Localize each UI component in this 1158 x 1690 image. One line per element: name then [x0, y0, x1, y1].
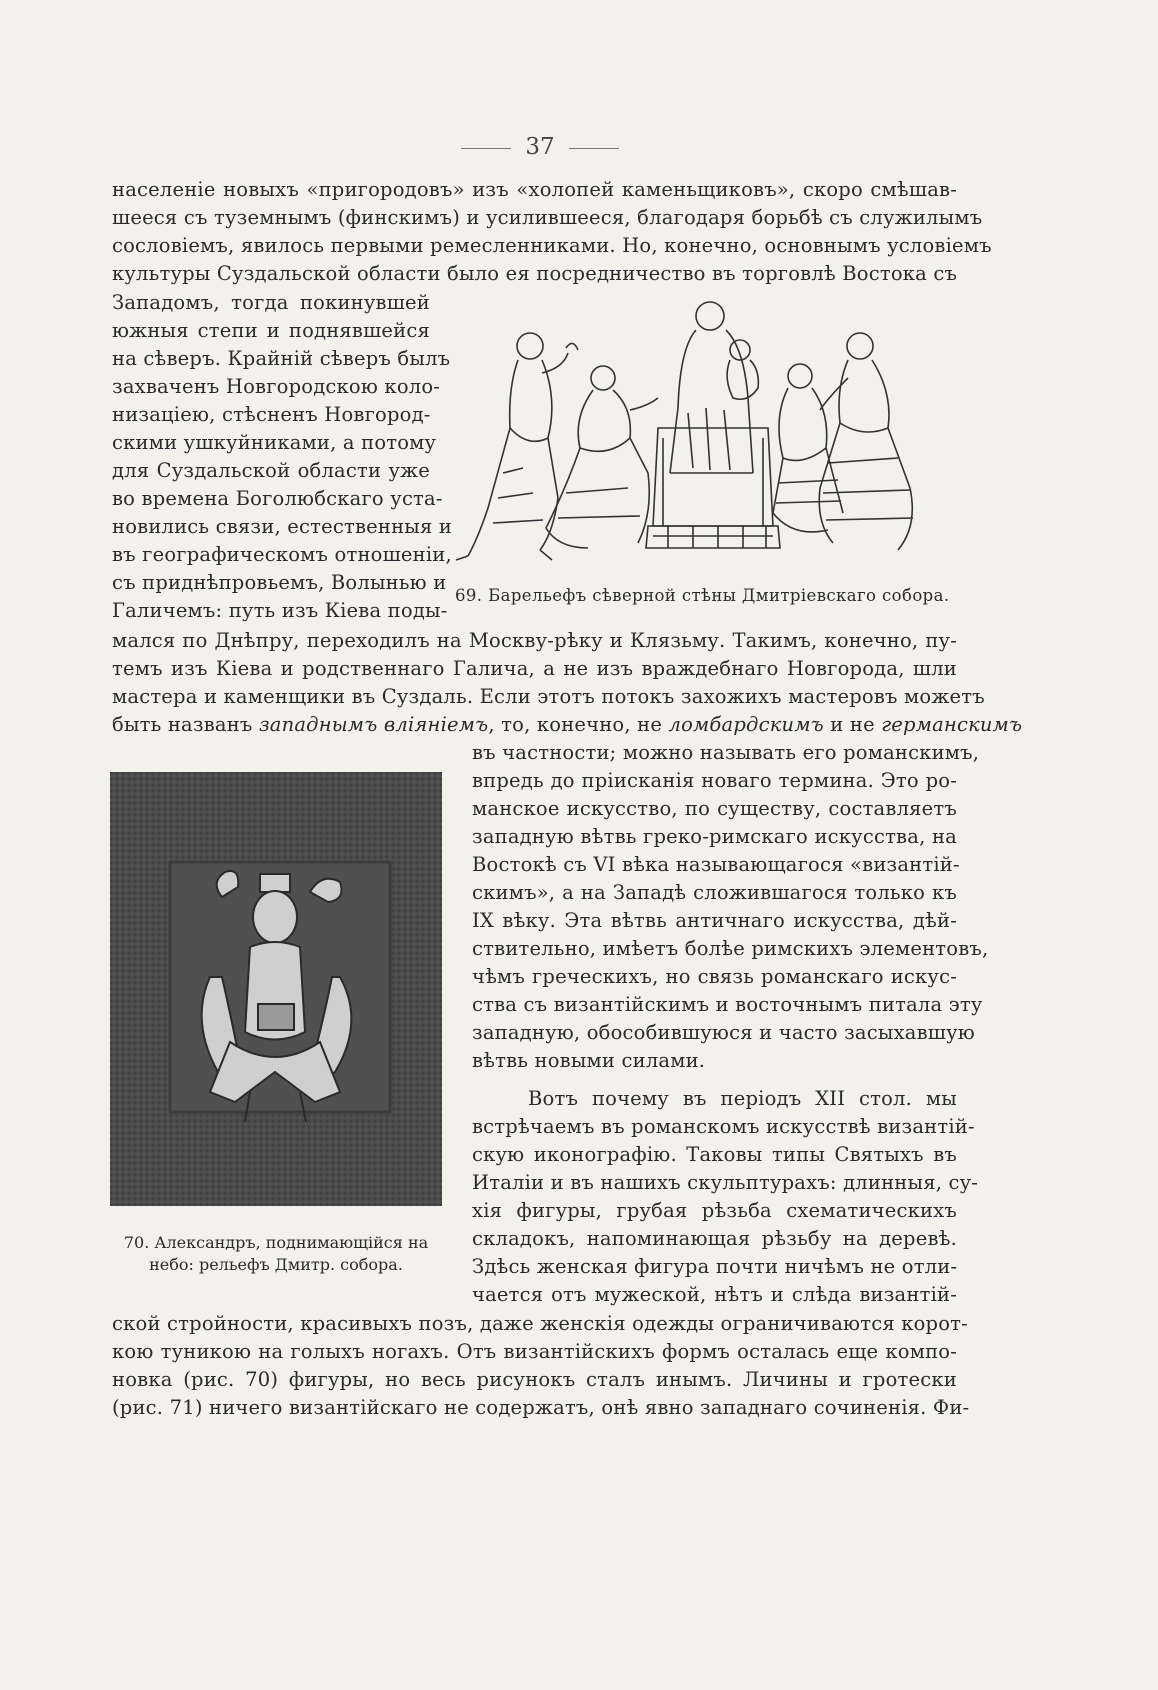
text-line: въ частности; можно называть его романскимъ, [472, 741, 980, 764]
text-line: ствительно, имѣетъ болѣе римскихъ элементовъ, [472, 937, 989, 960]
text-line: мастера и каменщики въ Суздаль. Если этотъ потокъ захожихъ мастеровъ можетъ [112, 685, 985, 708]
text-line: складокъ, напоминающая рѣзьбу на деревѣ. [472, 1227, 957, 1250]
text-line: чается отъ мужеской, нѣтъ и слѣда византій- [472, 1283, 957, 1306]
figure-69-caption: 69. Барельефъ сѣверной стѣны Дмитріевскаго собора. [455, 586, 950, 605]
text-line: населеніе новыхъ «пригородовъ» изъ «холопей каменьщиковъ», скоро смѣшав- [112, 178, 957, 201]
text-line: скими ушкуйниками, а потому [112, 431, 437, 454]
text-line: быть названъ западнымъ вліяніемъ, то, конечно, не ломбардскимъ и не германскимъ [112, 713, 1023, 736]
text-line: IX вѣку. Эта вѣтвь античнаго искусства, дѣй- [472, 909, 957, 932]
text-line: сословіемъ, явилось первыми ремесленниками. Но, конечно, основнымъ условіемъ [112, 234, 992, 257]
text-line: южныя степи и поднявшейся [112, 319, 430, 342]
text-line: хія фигуры, грубая рѣзьба схематическихъ [472, 1199, 957, 1222]
text-line: ства съ византійскимъ и восточнымъ питала эту [472, 993, 983, 1016]
text-line: темъ изъ Кіева и родственнаго Галича, а не изъ враждебнаго Новгорода, шли [112, 657, 957, 680]
text-line: вѣтвь новыми силами. [472, 1049, 706, 1072]
text-line: ской стройности, красивыхъ позъ, даже женскія одежды ограничиваются корот- [112, 1312, 968, 1335]
text-line: Италіи и въ нашихъ скульптурахъ: длинныя, су- [472, 1171, 979, 1194]
page-number: 37 [440, 134, 640, 160]
text-line: на сѣверъ. Крайній сѣверъ былъ [112, 347, 451, 370]
text-line: шееся съ туземнымъ (финскимъ) и усилившееся, благодаря борьбѣ съ служилымъ [112, 206, 983, 229]
text-line: захваченъ Новгородскою коло- [112, 375, 441, 398]
text-line: встрѣчаемъ въ романскомъ искусствѣ византій- [472, 1115, 975, 1138]
text-line: Вотъ почему въ періодъ XII стол. мы [528, 1087, 957, 1110]
text-line: Здѣсь женская фигура почти ничѣмъ не отли- [472, 1255, 958, 1278]
text-line: кою туникою на голыхъ ногахъ. Отъ византійскихъ формъ осталась еще компо- [112, 1340, 957, 1363]
text-line: манское искусство, по существу, составляетъ [472, 797, 957, 820]
text-line: во времена Боголюбскаго уста- [112, 487, 443, 510]
figure-70-caption: 70. Александръ, поднимающійся на небо: рельефъ Дмитр. собора. [123, 1233, 429, 1274]
figure-70-relief-photo [110, 772, 442, 1206]
text-line: (рис. 71) ничего византійскаго не содержатъ, онѣ явно западнаго сочиненія. Фи- [112, 1396, 970, 1419]
text-line: западную, обособившуюся и часто засыхавшую [472, 1021, 975, 1044]
text-line: съ приднѣпровьемъ, Волынью и [112, 571, 447, 594]
text-line: впредь до пріисканія новаго термина. Это ро- [472, 769, 957, 792]
text-line: культуры Суздальской области было ея посредничество въ торговлѣ Востока съ [112, 262, 958, 285]
text-line: новка (рис. 70) фигуры, но весь рисунокъ сталъ инымъ. Личины и гротески [112, 1368, 957, 1391]
text-line: мался по Днѣпру, переходилъ на Москву-рѣку и Клязьму. Такимъ, конечно, пу- [112, 629, 957, 652]
text-line: новились связи, естественныя и [112, 515, 453, 538]
text-line: скимъ», а на Западѣ сложившагося только къ [472, 881, 957, 904]
text-line: скую иконографію. Таковы типы Святыхъ въ [472, 1143, 957, 1166]
text-line: западную вѣтвь греко-римскаго искусства, на [472, 825, 957, 848]
figure-69-relief-drawing [448, 298, 948, 566]
text-line: для Суздальской области уже [112, 459, 430, 482]
text-line: чѣмъ греческихъ, но связь романскаго искус- [472, 965, 957, 988]
text-line: Галичемъ: путь изъ Кіева поды- [112, 599, 448, 622]
text-line: низаціею, стѣсненъ Новгород- [112, 403, 431, 426]
text-line: Западомъ, тогда покинувшей [112, 291, 430, 314]
text-line: Востокѣ съ VI вѣка называющагося «византій- [472, 853, 960, 876]
text-line: въ географическомъ отношеніи, [112, 543, 452, 566]
